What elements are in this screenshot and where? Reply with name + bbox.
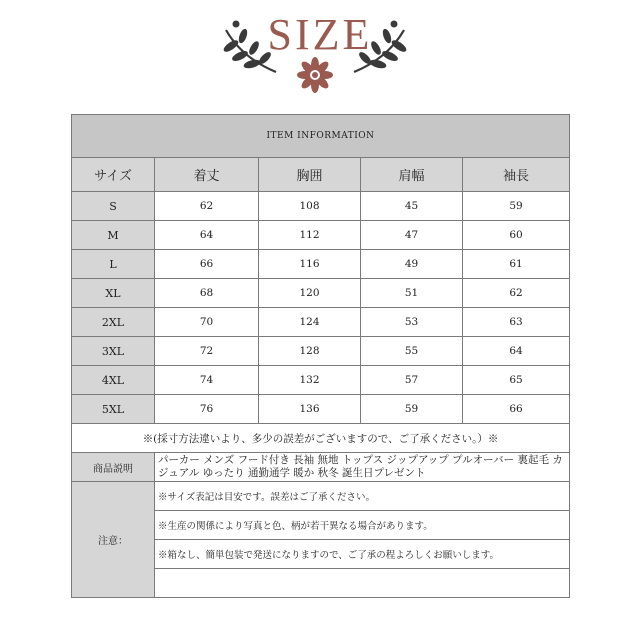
- table-cell: 116: [259, 250, 361, 279]
- table-cell: 55: [361, 337, 463, 366]
- table-cell: 108: [259, 192, 361, 221]
- description-row: [72, 453, 570, 482]
- table-cell: 47: [361, 221, 463, 250]
- table-cell: 59: [463, 192, 570, 221]
- caution-row: [72, 482, 570, 511]
- table-cell: 124: [259, 308, 361, 337]
- table-cell: 72: [155, 337, 259, 366]
- table-cell: 59: [361, 395, 463, 424]
- measurement-note: ※(採寸方法違いより、多少の誤差がございますので、ご了承ください。）※: [72, 424, 570, 453]
- table-cell: 51: [361, 279, 463, 308]
- table-row: [72, 192, 570, 221]
- table-cell: 70: [155, 308, 259, 337]
- table-row: [72, 395, 570, 424]
- size-label: 5XL: [72, 395, 155, 424]
- size-header: [0, 0, 640, 112]
- table-row: [72, 250, 570, 279]
- caution-item-empty: [155, 569, 570, 598]
- size-label: S: [72, 192, 155, 221]
- table-cell: 61: [463, 250, 570, 279]
- size-label: 2XL: [72, 308, 155, 337]
- header-size: サイズ: [72, 158, 155, 192]
- table-row: [72, 221, 570, 250]
- table-cell: 57: [361, 366, 463, 395]
- table-cell: 66: [155, 250, 259, 279]
- flower-ornament: [297, 57, 333, 93]
- header-length: 着丈: [155, 158, 259, 192]
- table-cell: 62: [463, 279, 570, 308]
- item-information-row: [72, 115, 570, 158]
- header-sleeve: 袖長: [463, 158, 570, 192]
- header-shoulder: 肩幅: [361, 158, 463, 192]
- description-text: パーカー メンズ フード付き 長袖 無地 トップス ジップアップ プルオーバー 裏起毛 カジュアル ゆったり 通勤通学 暖か 秋冬 誕生日プレゼント: [155, 453, 570, 482]
- size-label: 3XL: [72, 337, 155, 366]
- table-cell: 64: [155, 221, 259, 250]
- table-cell: 74: [155, 366, 259, 395]
- measurement-note-row: [72, 424, 570, 453]
- size-label: XL: [72, 279, 155, 308]
- caution-label: 注意：: [72, 482, 155, 598]
- size-table: [71, 114, 570, 598]
- table-cell: 63: [463, 308, 570, 337]
- size-label: L: [72, 250, 155, 279]
- table-cell: 76: [155, 395, 259, 424]
- table-cell: 68: [155, 279, 259, 308]
- description-label: 商品説明: [72, 453, 155, 482]
- table-cell: 49: [361, 250, 463, 279]
- table-row: [72, 366, 570, 395]
- caution-item: ※生産の関係により写真と色、柄が若干異なる場合があります。: [155, 511, 570, 540]
- caution-item: ※サイズ表記は目安です。誤差はご了承ください。: [155, 482, 570, 511]
- table-row: [72, 279, 570, 308]
- table-cell: 60: [463, 221, 570, 250]
- table-cell: 128: [259, 337, 361, 366]
- size-title: SIZE: [267, 10, 373, 59]
- item-information-caption: ITEM INFORMATION: [72, 115, 570, 158]
- caution-item: ※箱なし、簡単包装で発送になりますので、ご了承の程よろしくお願いします。: [155, 540, 570, 569]
- table-header-row: [72, 158, 570, 192]
- table-cell: 65: [463, 366, 570, 395]
- size-label: M: [72, 221, 155, 250]
- table-cell: 120: [259, 279, 361, 308]
- size-label: 4XL: [72, 366, 155, 395]
- table-cell: 112: [259, 221, 361, 250]
- table-cell: 62: [155, 192, 259, 221]
- table-cell: 64: [463, 337, 570, 366]
- table-cell: 132: [259, 366, 361, 395]
- table-row: [72, 337, 570, 366]
- table-cell: 66: [463, 395, 570, 424]
- table-cell: 45: [361, 192, 463, 221]
- header-chest: 胸囲: [259, 158, 361, 192]
- table-cell: 53: [361, 308, 463, 337]
- table-row: [72, 308, 570, 337]
- table-cell: 136: [259, 395, 361, 424]
